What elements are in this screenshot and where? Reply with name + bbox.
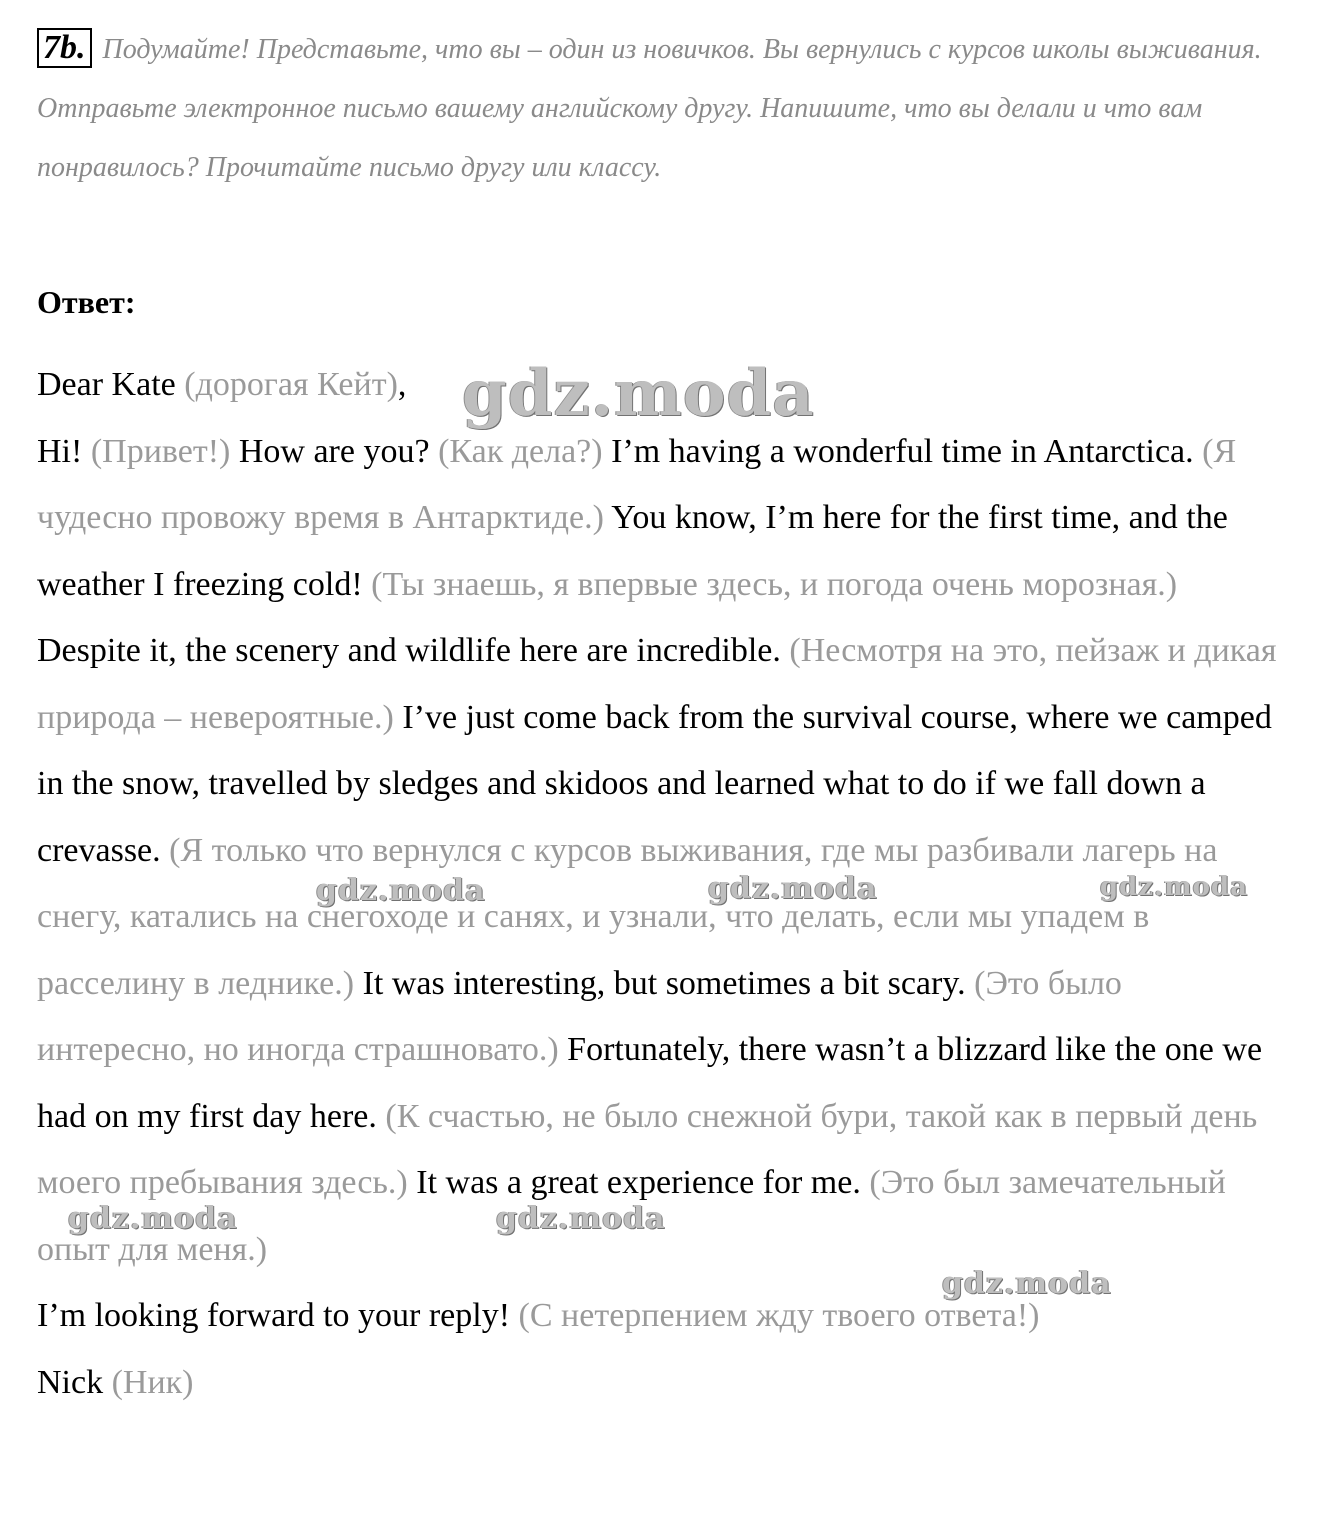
sentence-en: I’m having a wonderful time in Antarctica. (611, 432, 1194, 470)
sentence-en: Hi! (37, 432, 83, 470)
sentence-en: I’ve just come back from the survival course, where we camped in the snow, travelled by sledges and skidoos and learned what to do if we fall down a crevasse. (37, 698, 1272, 869)
sentence-ru: (Я чудесно провожу время в Антарктиде.) (37, 432, 1237, 536)
task-number-badge (37, 28, 92, 68)
signature-ru: (Ник) (111, 1363, 194, 1401)
task-number: 7 (43, 29, 60, 66)
watermark-logo: gdz.moda (68, 1201, 238, 1236)
greeting-ru: (дорогая Кейт) (184, 366, 398, 403)
greeting-en: Dear Kate (37, 366, 176, 403)
sentence-en: Despite it, the scenery and wildlife here are incredible. (37, 632, 781, 669)
greeting-punct: , (397, 366, 407, 403)
sentence-ru: (Как дела?) (438, 432, 603, 470)
watermark-logo: gdz.moda (316, 873, 486, 908)
letter-paragraph (37, 419, 1277, 1284)
watermark-logo: gdz.moda (942, 1266, 1112, 1301)
task-letter: b (60, 29, 77, 66)
watermark-logo: gdz.moda (462, 356, 815, 431)
signature-en: Nick (37, 1363, 104, 1401)
sentence-en: Fortunately, there wasn’t a blizzard like the one we had on my first day here. (37, 1031, 1263, 1135)
letter-signature (37, 1350, 1277, 1417)
task-block (37, 20, 1267, 197)
sentence-en: You know, I’m here for the first time, and the weather I freezing cold! (37, 499, 1228, 603)
sentence-ru: (Привет!) (90, 432, 231, 470)
sentence-ru: (Ты знаешь, я впервые здесь, и погода очень морозная.) (371, 565, 1178, 603)
sentence-ru: (Несмотря на это, пейзаж и дикая природа – невероятные.) (37, 632, 1277, 736)
watermark-logo: gdz.moda (496, 1201, 666, 1236)
sentence-en: It was interesting, but sometimes a bit scary. (362, 964, 966, 1002)
closing-en: I’m looking forward to your reply! (37, 1297, 511, 1334)
sentence-ru: (К счастью, не было снежной бури, такой как в первый день моего пребывания здесь.) (37, 1097, 1258, 1201)
sentence-en: How are you? (238, 432, 430, 470)
letter-body (37, 352, 1277, 1416)
watermark-logo: gdz.moda (708, 871, 878, 906)
sentence-en: It was a great experience for me. (416, 1164, 861, 1201)
letter-closing (37, 1283, 1277, 1350)
watermark-logo: gdz.moda (1100, 872, 1249, 902)
task-dot: . (77, 29, 86, 66)
task-text: Подумайте! Представьте, что вы – один из новичков. Вы вернулись с курсов школы выживания. Отправьте электронное письмо вашему английскому другу. Напишите, что вы делали и что вам понравилось? Прочитайте письмо другу или классу. (37, 34, 1262, 183)
sentence-ru: (Это было интересно, но иногда страшновато.) (37, 964, 1122, 1068)
letter-greeting (37, 352, 1277, 419)
closing-ru: (С нетерпением жду твоего ответа!) (518, 1297, 1040, 1334)
sentence-ru: (Это был замечательный опыт для меня.) (37, 1164, 1226, 1268)
sentence-ru: (Я только что вернулся с курсов выживания, где мы разбивали лагерь на снегу, катались на снегоходе и санях, и узнали, что делать, если мы упадем в расселину в леднике.) (37, 831, 1218, 1002)
answer-label: Ответ: (37, 284, 136, 320)
